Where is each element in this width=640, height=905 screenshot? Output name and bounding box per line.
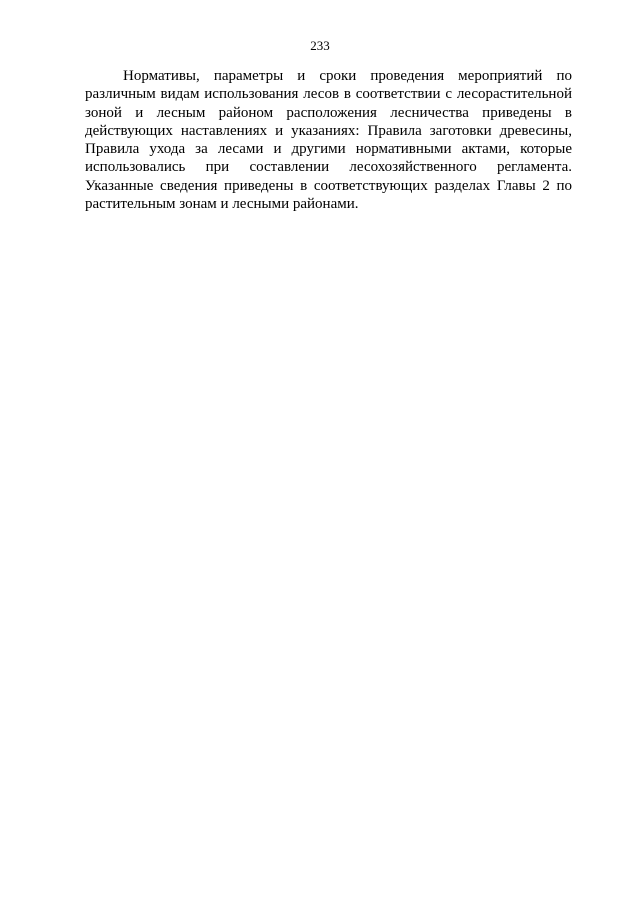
paragraph-line: различным видам использования лесов в соответствии с лесорастительной xyxy=(85,86,572,103)
page-number: 233 xyxy=(310,38,330,53)
paragraph-line: использовались при составлении лесохозяйственного регламента. xyxy=(85,159,572,176)
paragraph-line: действующих наставлениях и указаниях: Правила заготовки древесины, xyxy=(85,122,572,139)
paragraph-line: растительным зонам и лесными районами. xyxy=(85,196,359,213)
paragraph-line: Правила ухода за лесами и другими нормативными актами, которые xyxy=(85,141,572,158)
paragraph-line: зоной и лесным районом расположения лесничества приведены в xyxy=(85,104,572,121)
paragraph-line: Нормативы, параметры и сроки проведения мероприятий по xyxy=(123,68,572,84)
paragraph-line: Указанные сведения приведены в соответствующих разделах Главы 2 по xyxy=(85,177,572,194)
body-paragraph xyxy=(85,67,572,213)
